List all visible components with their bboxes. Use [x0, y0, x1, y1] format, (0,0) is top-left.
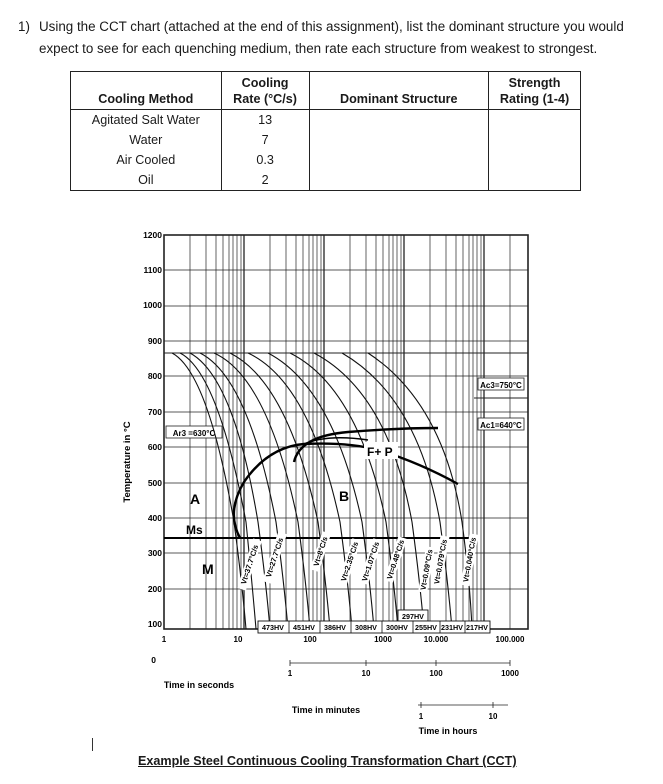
rate-label: Vt=2.35°C/s	[338, 540, 361, 583]
hardness-value: 308HV	[355, 623, 377, 632]
y-axis-label: Temperature in °C	[122, 421, 133, 503]
question-line-2: expect to see for each quenching medium, then rate each structure from weakest to strongest.	[39, 41, 598, 56]
cell-structure[interactable]	[309, 130, 489, 150]
question-line-1: Using the CCT chart (attached at the end of this assignment), list the dominant structure you would	[39, 19, 624, 34]
table-header-row	[71, 72, 581, 110]
x-label-seconds: Time in seconds	[163, 680, 235, 690]
y-tick-700: 700	[147, 407, 162, 417]
region-bainite: B	[339, 488, 350, 504]
y-tick-1200: 1200	[143, 230, 162, 240]
question-number: 1)	[18, 19, 30, 34]
cell-strength[interactable]	[489, 170, 581, 191]
y-tick-100: 100	[147, 619, 162, 629]
cell-rate: 13	[221, 110, 309, 131]
y-tick-500: 500	[147, 478, 162, 488]
x-tick-1000min: 1000	[501, 669, 519, 678]
y-tick-labels	[143, 230, 162, 665]
x-tick-10000s: 10.000	[423, 635, 449, 644]
hardness-top: 297HV	[402, 612, 424, 621]
region-austenite: A	[190, 491, 201, 507]
hardness-value: 300HV	[386, 623, 408, 632]
x-tick-100s: 100	[303, 635, 317, 644]
cell-method: Air Cooled	[71, 150, 222, 170]
rate-label: Vt=8°C/s	[311, 535, 330, 568]
region-ms: Ms	[186, 523, 203, 537]
cooling-rate-labels	[237, 531, 478, 593]
header-cooling-method: Cooling Method	[71, 72, 222, 110]
cell-rate: 2	[221, 170, 309, 191]
x-tick-100min: 100	[429, 669, 443, 678]
cell-rate: 7	[221, 130, 309, 150]
rate-label: Vt=0.48°C/s	[384, 538, 407, 581]
y-tick-600: 600	[147, 442, 162, 452]
cell-structure[interactable]	[309, 150, 489, 170]
rate-label: Vt=1.07°C/s	[359, 540, 382, 583]
x-tick-10min: 10	[361, 669, 371, 678]
x-tick-10s: 10	[233, 635, 243, 644]
text-cursor	[92, 738, 93, 751]
x-tick-1000s: 1000	[374, 635, 392, 644]
table-row	[71, 170, 581, 191]
cell-method: Water	[71, 130, 222, 150]
x-axis-minutes	[288, 660, 520, 715]
rate-label: Vt=0.040°C/s	[461, 536, 478, 583]
hardness-value: 473HV	[262, 623, 284, 632]
region-martensite: M	[202, 561, 214, 577]
cell-structure[interactable]	[309, 110, 489, 131]
x-tick-10h: 10	[488, 712, 498, 721]
y-tick-800: 800	[147, 371, 162, 381]
y-tick-200: 200	[147, 584, 162, 594]
cct-chart	[118, 222, 538, 742]
cooling-table	[70, 71, 581, 191]
cell-strength[interactable]	[489, 150, 581, 170]
table-row	[71, 150, 581, 170]
hardness-value: 231HV	[441, 623, 463, 632]
y-tick-300: 300	[147, 548, 162, 558]
rate-label: Vt=0.09°C/s	[418, 548, 435, 591]
x-tick-1min: 1	[287, 669, 293, 678]
hardness-row	[258, 610, 490, 633]
transformation-levels	[164, 353, 528, 438]
hardness-value: 386HV	[324, 623, 346, 632]
rate-label: Vt=0.079°C/s	[432, 538, 449, 585]
table-row	[71, 130, 581, 150]
header-strength-rating: Strength Rating (1-4)	[489, 72, 581, 110]
ac3-label: Ac3=750°C	[480, 381, 522, 390]
y-tick-400: 400	[147, 513, 162, 523]
y-tick-1100: 1100	[143, 265, 162, 275]
x-label-hours: Time in hours	[418, 726, 478, 736]
table-row	[71, 110, 581, 131]
x-label-minutes: Time in minutes	[291, 705, 361, 715]
x-tick-100000s: 100.000	[495, 635, 525, 644]
cell-method: Oil	[71, 170, 222, 191]
rate-label: Vt=37.7°C/s	[238, 543, 261, 586]
y-tick-0: 0	[151, 655, 156, 665]
chart-caption: Example Steel Continuous Cooling Transformation Chart (CCT)	[138, 754, 517, 768]
hardness-value: 451HV	[293, 623, 315, 632]
cell-strength[interactable]	[489, 130, 581, 150]
question-1	[18, 16, 648, 60]
cell-method: Agitated Salt Water	[71, 110, 222, 131]
hardness-value: 217HV	[466, 623, 488, 632]
hardness-value: 255HV	[415, 623, 437, 632]
x-axis-seconds	[162, 635, 525, 690]
x-axis-hours	[418, 702, 508, 736]
y-tick-1000: 1000	[143, 300, 162, 310]
header-cooling-rate: Cooling Rate (°C/s)	[221, 72, 309, 110]
ac1-label: Ac1=640°C	[480, 421, 522, 430]
cell-rate: 0.3	[221, 150, 309, 170]
rate-label: Vt=27.7°C/s	[263, 536, 286, 579]
ar3-label: Ar3 =630°C	[172, 429, 216, 438]
cell-strength[interactable]	[489, 110, 581, 131]
x-tick-1h: 1	[418, 712, 424, 721]
y-tick-900: 900	[147, 336, 162, 346]
cell-structure[interactable]	[309, 170, 489, 191]
x-tick-1s: 1	[161, 635, 167, 644]
header-dominant-structure: Dominant Structure	[309, 72, 489, 110]
region-ferrite-pearlite: F+ P	[367, 445, 393, 459]
